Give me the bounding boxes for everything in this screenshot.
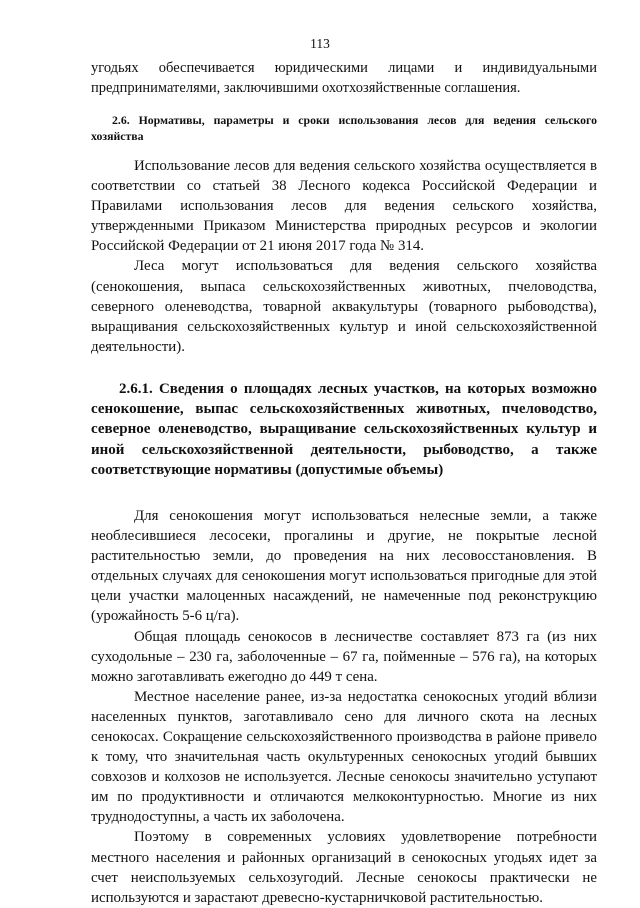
paragraph-hayfield-area: Общая площадь сенокосов в лесничестве составляет 873 га (из них суходольные – 230 га, заболоченные – 67 га, пойменные – 576 га), на которых можно заготавливать ежегодно до 449 т сена. — [91, 628, 597, 685]
paragraph-current-conditions: Поэтому в современных условиях удовлетворение потребности местного населения и районных организаций в сенокосных угодьях идет за счет неиспользуемых сельхозугодий. Лесные сенокосы практически не используются и зарастают древесно-кустарничковой растительностью. — [91, 829, 597, 906]
section-heading-2-6-1: 2.6.1. Сведения о площадях лесных участков, на которых возможно сенокошение, выпас сельскохозяйственных животных, пчеловодство, северное оленеводство, выращивание сельскохозяйственных культур и иной сельскохозяйственной деятельности, рыбоводство, а также соответствующие нормативы (допустимые объемы) — [91, 380, 597, 478]
page-number: 113 — [310, 36, 330, 51]
paragraph-legal-basis: Использование лесов для ведения сельского хозяйства осуществляется в соответствии со статьей 38 Лесного кодекса Российской Федерации и Правилами использования лесов для ведения сельского хозяйства, утвержденными Приказом Министерства природных ресурсов и экологии Российской Федерации от 21 июня 2017 года № 314. — [91, 158, 597, 255]
paragraph-forest-uses: Леса могут использоваться для ведения сельского хозяйства (сенокошения, выпаса сельскохозяйственных животных, пчеловодства, северного оленеводства, товарной аквакультуры (товарного рыбоводства), выращивания сельскохозяйственных культур и иной сельскохозяйственной деятельности). — [91, 258, 597, 355]
page-content — [91, 59, 597, 908]
paragraph-continuation: угодьях обеспечивается юридическими лицами и индивидуальными предпринимателями, заключившими охотхозяйственные соглашения. — [91, 60, 597, 96]
section-heading-2-6: 2.6. Нормативы, параметры и сроки использования лесов для ведения сельского хозяйства — [91, 113, 597, 143]
paragraph-haymaking-lands: Для сенокошения могут использоваться нелесные земли, а также необлесившиеся лесосеки, прогалины и другие, не покрытые лесной растительностью земли, до проведения на них лесовосстановления. В отдельных случаях для сенокошения могут использоваться пригодные для этой цели участки малоценных насаждений, не намеченные под реконструкцию (урожайность 5-6 ц/га). — [91, 507, 597, 625]
paragraph-local-population: Местное население ранее, из-за недостатка сенокосных угодий вблизи населенных пунктов, заготавливало сено для личного скота на лесных сенокосах. Сокращение сельскохозяйственного производства в районе привело к тому, что значительная часть окультуренных сенокосных угодий бывших совхозов и колхозов не используется. Лесные сенокосы значительно уступают им по продуктивности и отличаются мелкоконтурностью. Многие из них труднодоступны, а часть их заболочена. — [91, 688, 597, 826]
